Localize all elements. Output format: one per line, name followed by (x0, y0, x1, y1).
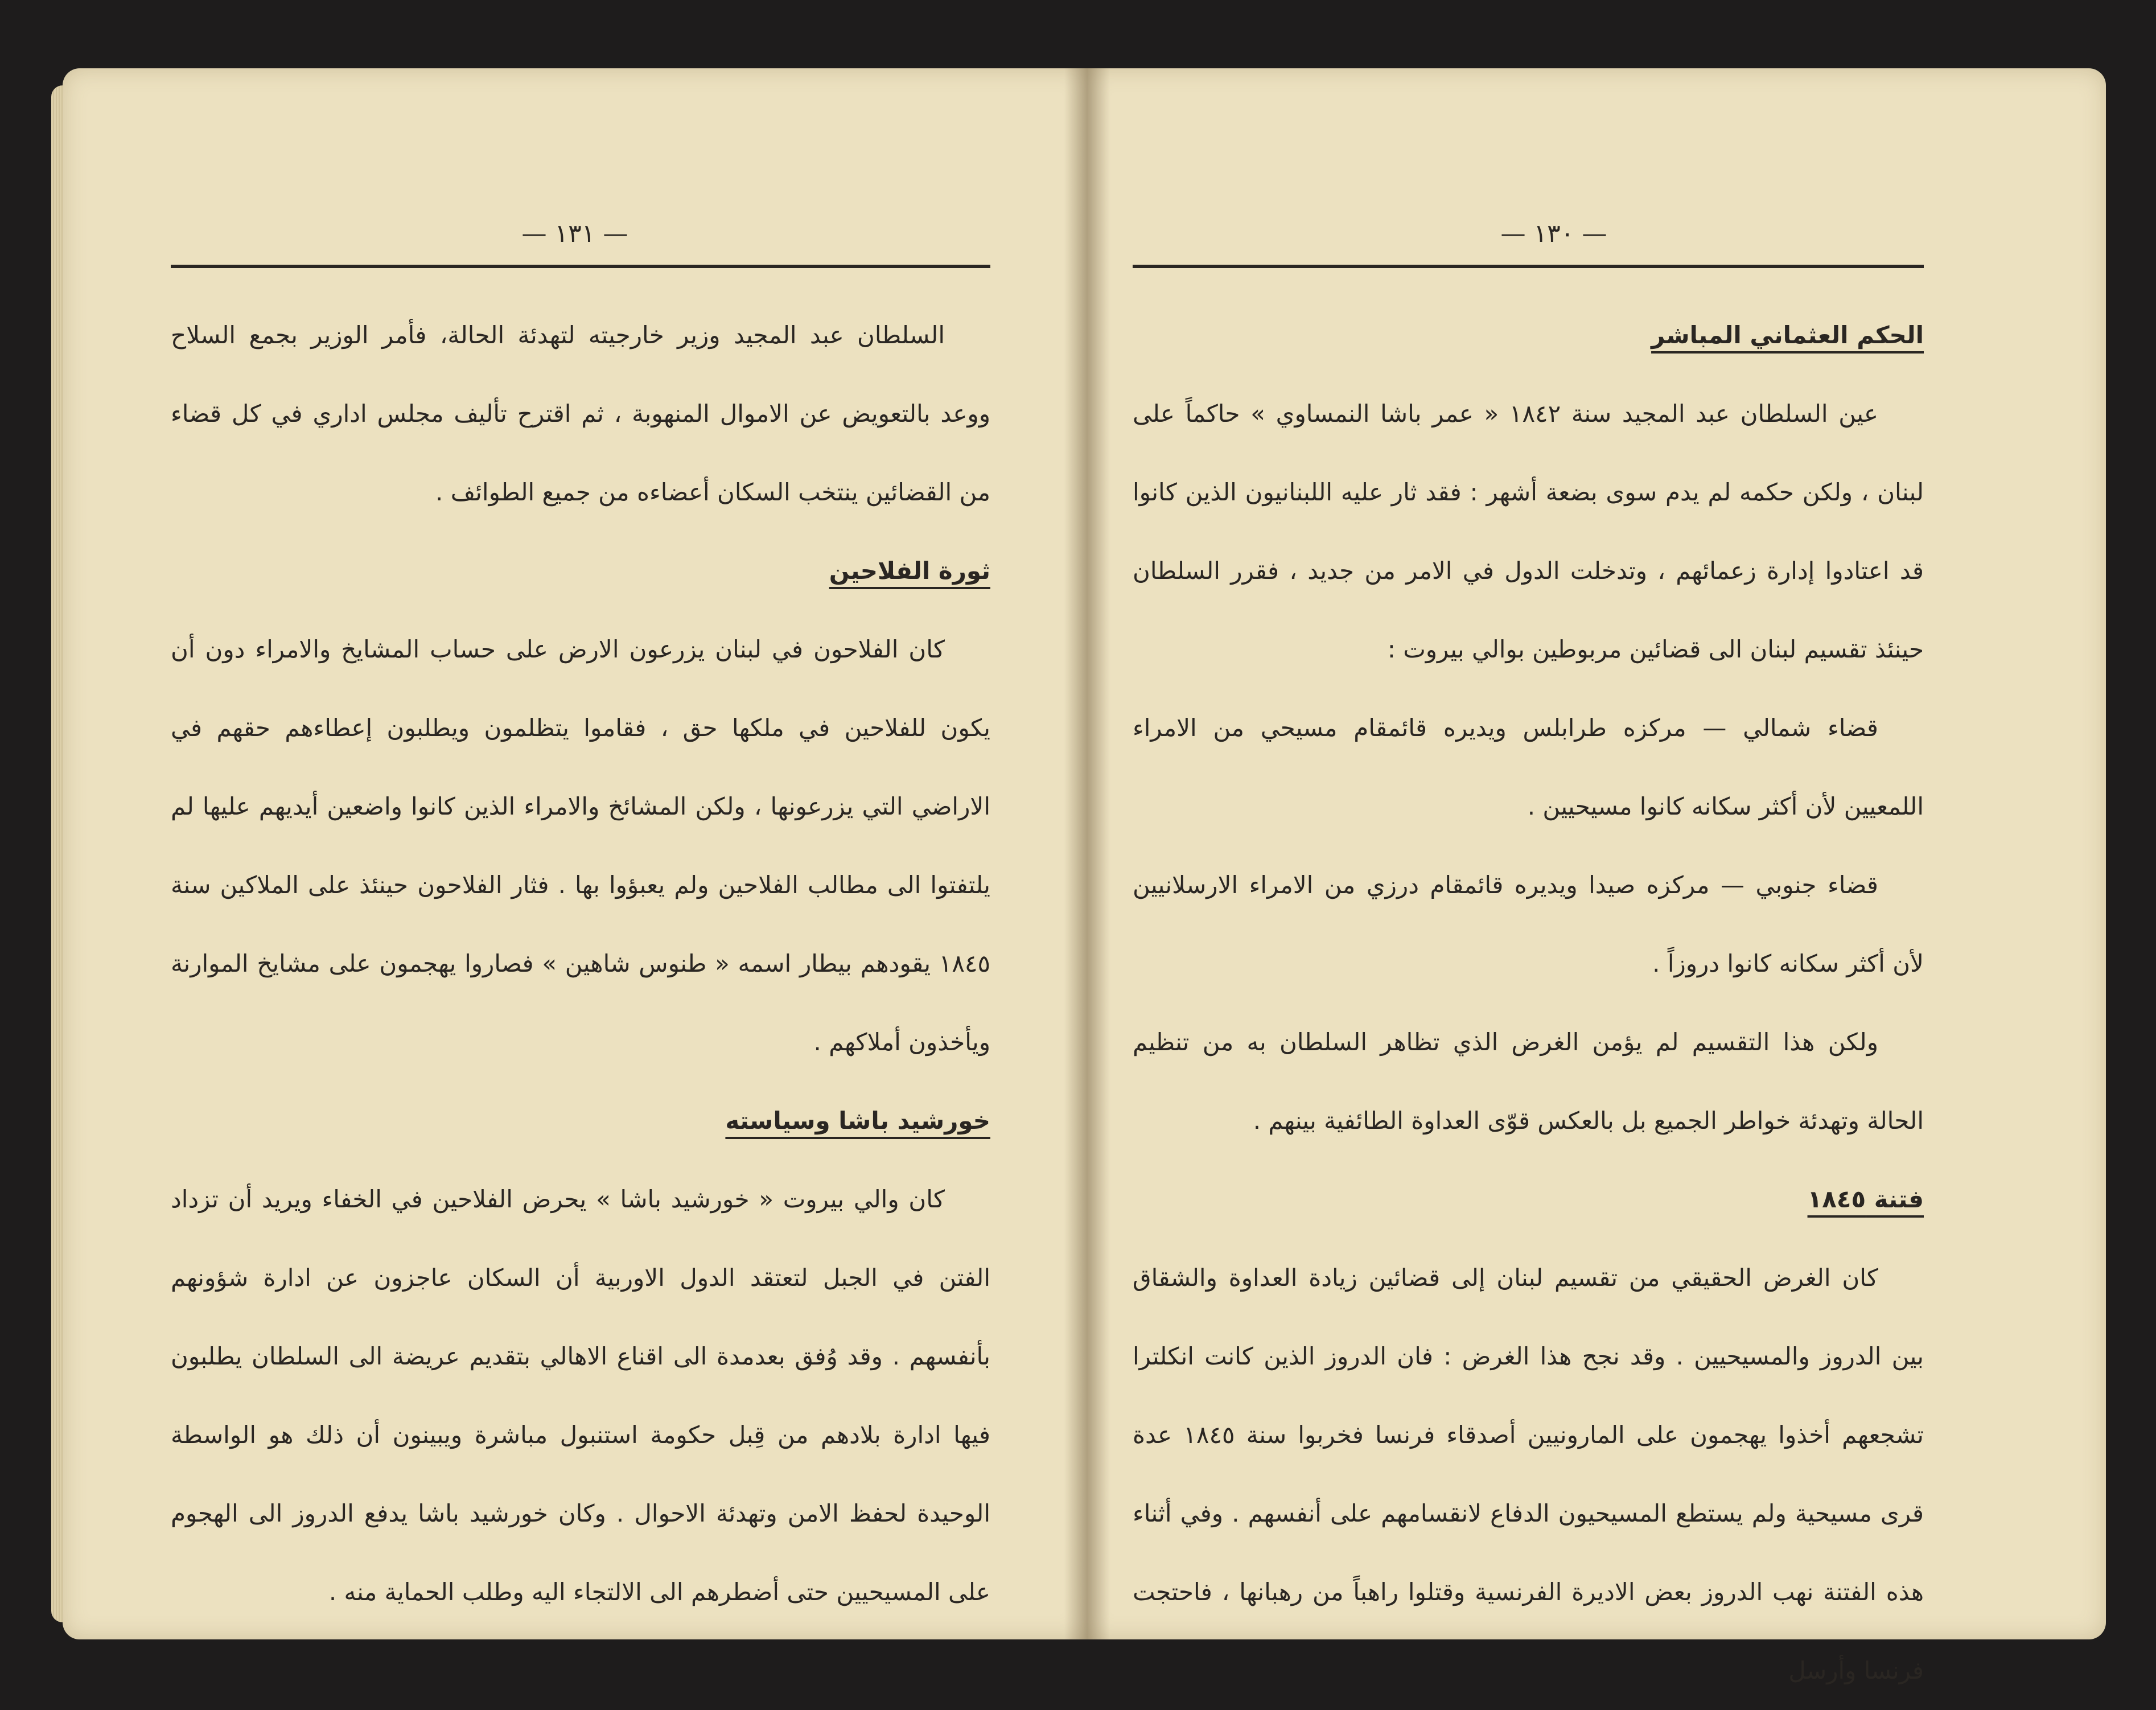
section-heading: ثورة الفلاحين (829, 557, 990, 585)
right-page (1087, 68, 2106, 1684)
paragraph: عين السلطان عبد المجيد سنة ١٨٤٢ « عمر باشا النمساوي » حاكماً على لبنان ، ولكن حكمه لم يدم سوى بضعة أشهر : فقد ثار عليه اللبنانيون الذين كانوا قد اعتادوا إدارة زعمائهم ، وتدخلت الدول في الامر من جديد ، فقرر السلطان حينئذ تقسيم لبنان الى قضائين مربوطين بوالي بيروت : (1133, 400, 1924, 663)
page-text (1133, 296, 1924, 1710)
paragraph: قضاء شمالي — مركزه طرابلس ويديره قائمقام مسيحي من الامراء اللمعيين لأن أكثر سكانه كانوا مسيحيين . (1133, 714, 1924, 820)
left-page (63, 68, 1087, 1639)
paragraph: السلطان عبد المجيد وزير خارجيته لتهدئة الحالة، فأمر الوزير بجمع السلاح ووعد بالتعويض عن الاموال المنهوبة ، ثم اقترح تأليف مجلس اداري في كل قضاء من القضائين ينتخب السكان أعضاءه من جميع الطوائف . (171, 321, 990, 506)
paragraph: كان الفلاحون في لبنان يزرعون الارض على حساب المشايخ والامراء دون أن يكون للفلاحين في ملكها حق ، فقاموا يتظلمون ويطلبون إعطاءهم حقهم في الاراضي التي يزرعونها ، ولكن المشائخ والامراء الذين كانوا واضعين أيديهم عليها لم يلتفتوا الى مطالب الفلاحين ولم يعبؤوا بها . فثار الفلاحون حينئذ على الملاكين سنة ١٨٤٥ يقودهم بيطار اسمه « طنوس شاهين » فصاروا يهجمون على مشايخ الموارنة ويأخذون أملاكهم . (171, 635, 990, 1056)
section-heading: الحكم العثماني المباشر (1651, 321, 1924, 349)
section-heading: فتنة ١٨٤٥ (1807, 1185, 1924, 1213)
book-gutter (1064, 68, 1110, 1639)
open-book (40, 34, 2106, 1684)
paragraph: كان والي بيروت « خورشيد باشا » يحرض الفلاحين في الخفاء ويريد أن تزداد الفتن في الجبل لتعتقد الدول الاوربية أن السكان عاجزون عن ادارة شؤونهم بأنفسهم . وقد وُفق بعدمدة الى اقناع الاهالي بتقديم عريضة الى السلطان يطلبون فيها ادارة بلادهم من قِبل حكومة استنبول مباشرة ويبينون أن ذلك هو الواسطة الوحيدة لحفظ الامن وتهدئة الاحوال . وكان خورشيد باشا يدفع الدروز الى الهجوم على المسيحيين حتى أضطرهم الى الالتجاء اليه وطلب الحماية منه . (171, 1185, 990, 1606)
paragraph: ولكن هذا التقسيم لم يؤمن الغرض الذي تظاهر السلطان به من تنظيم الحالة وتهدئة خواطر الجميع بل بالعكس قوّى العداوة الطائفية بينهم . (1133, 1028, 1924, 1134)
page-text (171, 296, 990, 1631)
page-number: — ١٣٠ — (1500, 219, 1607, 248)
paragraph: قضاء جنوبي — مركزه صيدا ويديره قائمقام درزي من الامراء الارسلانيين لأن أكثر سكانه كانوا دروزاً . (1133, 871, 1924, 977)
section-heading: خورشيد باشا وسياسته (725, 1107, 990, 1134)
header-rule (1133, 265, 1924, 268)
paragraph: كان الغرض الحقيقي من تقسيم لبنان إلى قضائين زيادة العداوة والشقاق بين الدروز والمسيحيين . وقد نجح هذا الغرض : فان الدروز الذين كانت انكلترا تشجعهم أخذوا يهجمون على المارونيين أصدقاء فرنسا فخربوا سنة ١٨٤٥ عدة قرى مسيحية ولم يستطع المسيحيون الدفاع لانقسامهم على أنفسهم . وفي أثناء هذه الفتنة نهب الدروز بعض الاديرة الفرنسية وقتلوا راهباً من رهبانها ، فاحتجت فرنسا وأرسل (1133, 1264, 1924, 1684)
page-number: — ١٣١ — (521, 219, 628, 248)
header-rule (171, 265, 990, 268)
